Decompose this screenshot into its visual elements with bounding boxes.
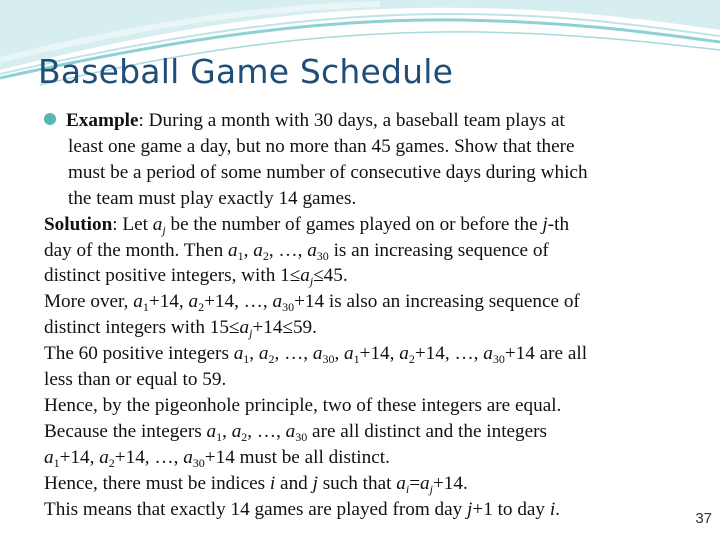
solution-line-5: distinct integers with $15\le a_j+14\le 59$.: [44, 317, 317, 341]
example-line-3: must be a period of some number of consecutive days during which: [68, 161, 588, 183]
solution-line-9: Because the integers $a_1$, $a_2$, …, $a_{30}$ are all distinct and the integers: [44, 420, 548, 444]
example-line-4: the team must play exactly 14 games.: [68, 187, 357, 209]
solution-line-2: day of the month. Then $a_1$, $a_2$, …, $a_{30}$ is an increasing sequence of: [44, 239, 549, 263]
solution-line-3: distinct positive integers, with $1\le a_j\le 45$.: [44, 265, 348, 289]
solution-line-4: More over, $a_1+14$, $a_2+14$, …, $a_{30}+14$ is also an increasing sequence of: [44, 291, 580, 315]
page-number: 37: [695, 510, 712, 527]
slide-title: Baseball Game Schedule: [38, 52, 454, 91]
example-line-2: least one game a day, but no more than 45 games. Show that there: [68, 135, 575, 157]
solution-line-7: less than or equal to 59.: [44, 369, 227, 391]
example-line-1: Example: During a month with 30 days, a baseball team plays at: [66, 110, 565, 131]
solution-line-12: This means that exactly 14 games are played from day j+1 to day i.: [44, 498, 560, 520]
solution-line-1: Solution: Let $a_j$ be the number of games played on or before the j-th: [44, 213, 570, 237]
bullet-icon: [44, 113, 56, 125]
example-paragraph: [44, 108, 684, 212]
solution-line-8: Hence, by the pigeonhole principle, two of these integers are equal.: [44, 394, 562, 416]
solution-line-11: Hence, there must be indices i and j such that $a_i=a_j+14$.: [44, 472, 468, 496]
solution-line-6: The 60 positive integers $a_1$, $a_2$, …, $a_{30}$, $a_1+14$, $a_2+14$, …, $a_{30}+14$ are all: [44, 343, 588, 367]
solution-line-10: $a_1+14$, $a_2+14$, …, $a_{30}+14$ must be all distinct.: [44, 446, 390, 470]
slide-body: [44, 108, 684, 523]
solution-paragraph: [44, 212, 684, 523]
